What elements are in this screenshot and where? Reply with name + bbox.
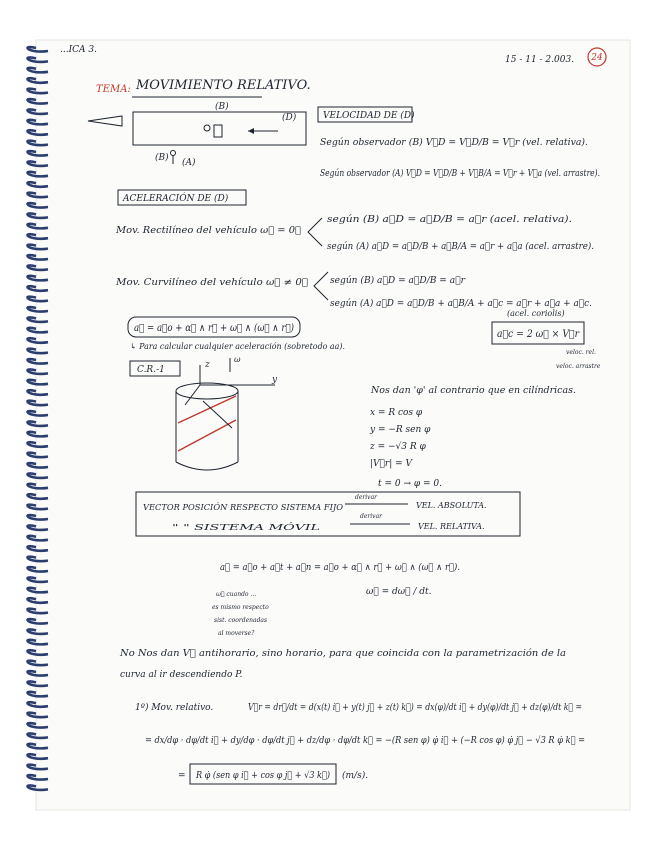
coriolis-note-2: veloc. arrastre [556, 363, 601, 370]
accel-equation: a⃗ = a⃗o + a⃗t + a⃗n = a⃗o + α⃗ ∧ r⃗ + ω⃗ ∧ (ω⃗ ∧ r⃗). [220, 563, 477, 573]
header-date: 15 - 11 - 2.003. [505, 55, 575, 65]
header-left: ...ICA 3. [60, 45, 97, 55]
vector-row2-arrow-label: derivar [360, 513, 383, 520]
cr1-eq-x: x = R cos φ [370, 408, 423, 418]
accel-note-1: ω⃗ cuando ... [216, 591, 257, 598]
vector-row1-arrow-label: derivar [355, 494, 378, 501]
rect-obs-a: según (A) a⃗D = a⃗D/B + a⃗B/A = a⃗r + a⃗a (acel. arrastre). [327, 242, 605, 252]
cr1-eq-v: |V⃗r| = V [370, 459, 413, 469]
mov-curvilineo: Mov. Curvilíneo del vehículo ω⃗ ≠ 0⃗ [116, 278, 286, 288]
result-unit: (m/s). [342, 771, 369, 781]
rect-obs-b: según (B) a⃗D = a⃗D/B = a⃗r (acel. relativa). [327, 215, 533, 225]
label-B-top: (B) [215, 102, 229, 112]
accel-note-3: sist. coordenadas [214, 617, 268, 624]
paragraph-line-2: curva al ir descendiendo P. [120, 670, 243, 680]
vector-row1-left: VECTOR POSICIÓN RESPECTO SISTEMA FIJO [143, 503, 344, 512]
formula-note: ↳ Para calcular cualquier aceleración (sobretodo aa). [130, 342, 345, 351]
omega-equation: ω⃗ = dω⃗ / dt. [366, 587, 432, 597]
mov-rectilineo: Mov. Rectilíneo del vehículo ω⃗ = 0⃗ [116, 226, 285, 236]
accel-note-2: es mismo respecto [212, 604, 269, 611]
coriolis-note-1: veloc. rel. [566, 349, 596, 356]
vector-row2-right: VEL. RELATIVA. [418, 522, 485, 531]
mov-relativo-line-3-eq: = [178, 771, 186, 781]
paragraph-line-1: No Nos dan V⃗ antihorario, sino horario, para que coincida con la parametrización de la [120, 649, 524, 659]
velocidad-obs-a: Según observador (A) V⃗D = V⃗D/B + V⃗B/A = V⃗r + V⃗a (vel. arrastre). [320, 169, 654, 179]
curv-obs-b: según (B) a⃗D = a⃗D/B = a⃗r [330, 276, 464, 286]
aceleracion-title: ACELERACIÓN DE (D) [123, 194, 229, 204]
page-number: 24 [591, 53, 603, 63]
result-formula: R φ̇ (sen φ i⃗ + cos φ j⃗ + √3 k⃗) [196, 771, 345, 781]
coriolis-label: (acel. coriolis) [507, 309, 565, 318]
axis-y-label: y [272, 375, 278, 385]
paper-sheet [36, 40, 654, 810]
cr1-eq-z: z = −√3 R φ [370, 442, 426, 452]
velocidad-title: VELOCIDAD DE (D) [323, 111, 415, 121]
accel-note-4: al moverse? [218, 630, 255, 637]
omega-label: ω [234, 355, 241, 364]
cr1-title: C.R.-1 [137, 365, 165, 375]
label-B-bottom: (B) [155, 153, 169, 163]
axis-z-label: z [205, 360, 210, 370]
mov-relativo-line-2: = dx/dφ · dφ/dt i⃗ + dy/dφ · dφ/dt j⃗ + dz/dφ · dφ/dt k⃗ = −(R sen φ) φ̇ i⃗ + (−R cos φ) φ̇ j⃗ − √3 R φ̇ k⃗ = [145, 736, 627, 746]
vector-row1-right: VEL. ABSOLUTA. [416, 501, 487, 510]
velocidad-obs-b: Según observador (B) V⃗D = V⃗D/B = V⃗r (vel. relativa). [320, 138, 580, 148]
mov-relativo-label: 1º) Mov. relativo. [135, 703, 214, 713]
curv-obs-a: según (A) a⃗D = a⃗D/B + a⃗B/A + a⃗c = a⃗r + a⃗a + a⃗c. [330, 299, 595, 309]
page-title: MOVIMIENTO RELATIVO. [136, 78, 311, 93]
label-D: (D) [282, 113, 297, 123]
coriolis-formula: a⃗c = 2 ω⃗ × V⃗r [497, 329, 581, 340]
vector-row2-left: " " SISTEMA MÓVIL [172, 523, 320, 532]
tema-label: TEMA: [96, 84, 131, 95]
cr1-eq-y: y = −R sen φ [370, 425, 431, 435]
mov-relativo-line-1: V⃗r = dr⃗/dt = d(x(t) i⃗ + y(t) j⃗ + z(t) k⃗) = dx(φ)/dt i⃗ + dy(φ)/dt j⃗ + dz(φ)/dt k⃗ = [248, 703, 637, 713]
label-A: (A) [182, 158, 196, 168]
formula-accel: a⃗ = a⃗o + α⃗ ∧ r⃗ + ω⃗ ∧ (ω⃗ ∧ r⃗) [134, 323, 295, 334]
cr1-intro: Nos dan 'φ' al contrario que en cilíndricas. [371, 386, 566, 396]
cr1-eq-t: t = 0 → φ = 0. [378, 479, 443, 489]
